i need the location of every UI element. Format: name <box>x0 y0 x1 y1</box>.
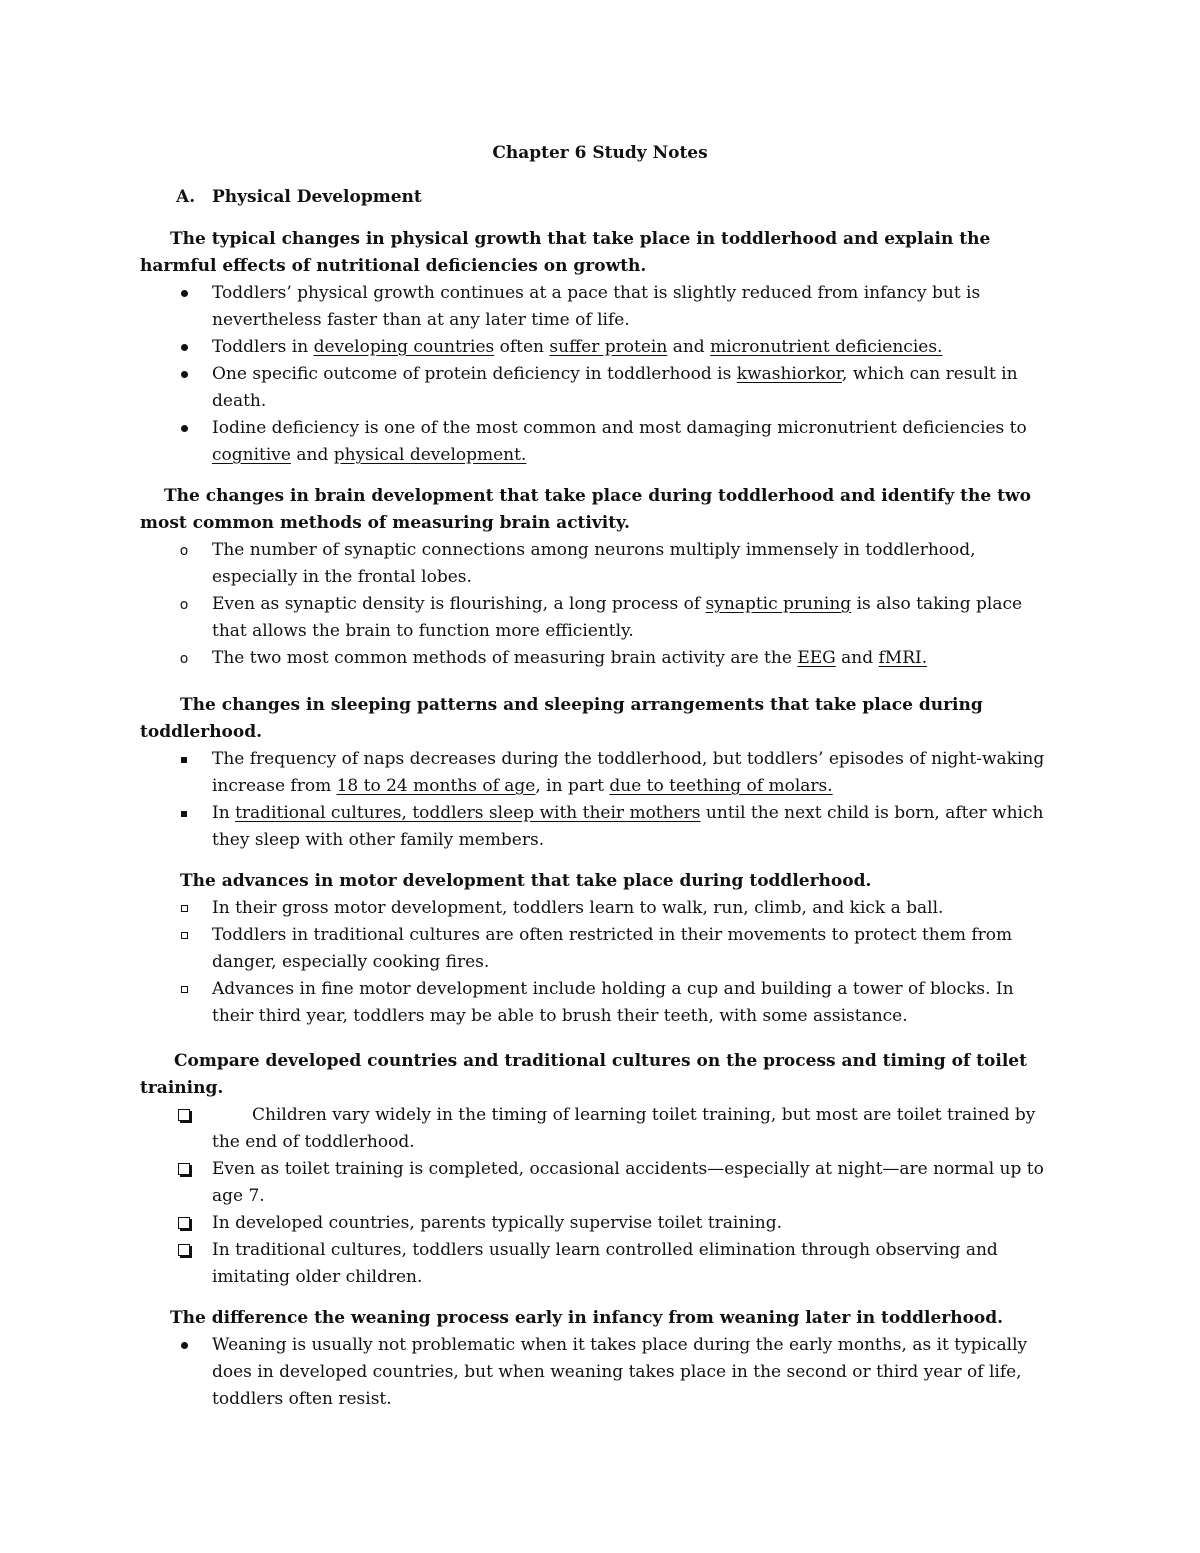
list-item-text <box>212 1240 998 1287</box>
underlined-term: due to teething of molars. <box>609 776 833 796</box>
text-run: and <box>667 337 711 357</box>
dot-bullet-icon <box>170 1332 198 1359</box>
dot-bullet-icon <box>170 361 198 388</box>
text-run: Toddlers in <box>212 337 314 357</box>
list-item-text <box>212 594 1022 641</box>
list-item-text <box>212 418 1027 465</box>
section-physical-growth <box>140 226 1060 469</box>
underlined-term: kwashiorkor <box>736 364 843 384</box>
list-item-text <box>212 540 976 587</box>
list-item <box>140 1156 1060 1210</box>
box-bullet-icon <box>170 1102 198 1129</box>
text-run: The frequency of naps decreases during the toddlerhood, but toddlers’ episodes of night-waking increase from <box>212 749 1045 796</box>
text-run: In <box>212 803 236 823</box>
subhead-text: Physical Development <box>212 187 422 207</box>
bullet-list <box>140 280 1060 469</box>
hollow-bullet-icon <box>170 922 198 949</box>
section-heading: The changes in brain development that take place during toddlerhood and identify the two most common methods of measuring brain activity. <box>140 486 1031 533</box>
list-item <box>140 280 1060 334</box>
text-run: until the next child is born, after which they sleep with other family members. <box>212 803 1044 850</box>
list-item <box>140 361 1060 415</box>
list-item <box>140 1332 1060 1413</box>
text-run: Iodine deficiency is one of the most common and most damaging micronutrient deficiencies to <box>212 418 1027 438</box>
list-item <box>140 537 1060 591</box>
list-item <box>140 1210 1060 1237</box>
square-bullet-icon <box>170 746 198 773</box>
list-item-text <box>212 1105 1035 1152</box>
text-run: and <box>290 445 334 465</box>
list-item-text <box>212 898 943 918</box>
underlined-term: cognitive <box>212 445 291 465</box>
text-run: Weaning is usually not problematic when it takes place during the early months, as it typically does in developed countries, but when weaning takes place in the second or third year of life, toddlers often resist. <box>212 1335 1028 1409</box>
text-run: One specific outcome of protein deficiency in toddlerhood is <box>212 364 737 384</box>
text-run: , in part <box>535 776 610 796</box>
text-run: Toddlers in traditional cultures are often restricted in their movements to protect them from danger, especially cooking fires. <box>212 925 1013 972</box>
list-item <box>140 976 1060 1030</box>
underlined-term: 18 to 24 months of age <box>336 776 536 796</box>
underlined-term: traditional cultures, toddlers sleep with their mothers <box>235 803 701 823</box>
list-item <box>140 895 1060 922</box>
hollow-bullet-icon <box>170 976 198 1003</box>
box-bullet-icon <box>170 1156 198 1183</box>
list-item <box>140 591 1060 645</box>
text-run: Toddlers’ physical growth continues at a pace that is slightly reduced from infancy but is nevertheless faster than at any later time of life. <box>212 283 981 330</box>
text-run: In developed countries, parents typically supervise toilet training. <box>212 1213 782 1233</box>
bullet-list <box>140 1332 1060 1413</box>
bullet-list <box>140 1102 1060 1291</box>
bullet-list <box>140 895 1060 1030</box>
dot-bullet-icon <box>170 334 198 361</box>
section-brain-development <box>140 483 1060 672</box>
bullet-list <box>140 537 1060 672</box>
section-toilet-training <box>140 1048 1060 1291</box>
box-bullet-icon <box>170 1237 198 1264</box>
page-title: Chapter 6 Study Notes <box>492 143 708 163</box>
subhead-letter: A. <box>176 187 196 207</box>
section-sleeping <box>140 692 1060 854</box>
dot-bullet-icon <box>170 415 198 442</box>
list-item-text <box>212 364 1018 411</box>
section-subhead <box>176 184 422 211</box>
text-run: In traditional cultures, toddlers usually learn controlled elimination through observing and imitating older children. <box>212 1240 998 1287</box>
underlined-term: suffer protein <box>549 337 668 357</box>
list-item <box>140 334 1060 361</box>
section-heading: The difference the weaning process early in infancy from weaning later in toddlerhood. <box>170 1308 1004 1328</box>
box-bullet-icon <box>170 1210 198 1237</box>
text-run: Even as toilet training is completed, occasional accidents—especially at night—are normal up to age 7. <box>212 1159 1044 1206</box>
section-motor-development <box>140 868 1060 1030</box>
list-item <box>140 800 1060 854</box>
hollow-bullet-icon <box>170 895 198 922</box>
list-item-text <box>212 283 980 330</box>
text-run: , which can result in death. <box>212 364 1018 411</box>
dot-bullet-icon <box>170 280 198 307</box>
underlined-term: fMRI. <box>878 648 928 668</box>
circle-bullet-icon <box>170 537 198 565</box>
text-run: In their gross motor development, toddlers learn to walk, run, climb, and kick a ball. <box>212 898 944 918</box>
list-item <box>140 1237 1060 1291</box>
text-run: and <box>835 648 879 668</box>
text-run: Children vary widely in the timing of learning toilet training, but most are toilet trained by the end of toddlerhood. <box>212 1105 1036 1152</box>
text-run: is also taking place that allows the brain to function more efficiently. <box>212 594 1023 641</box>
list-item <box>140 645 1060 672</box>
list-item-text <box>212 803 1043 850</box>
list-item-text <box>212 1213 782 1233</box>
list-item-text <box>212 1335 1027 1409</box>
list-item-text <box>212 979 1014 1026</box>
section-heading: The advances in motor development that take place during toddlerhood. <box>180 871 872 891</box>
underlined-term: developing countries <box>313 337 495 357</box>
list-item <box>140 415 1060 469</box>
list-item <box>140 922 1060 976</box>
text-run: often <box>494 337 550 357</box>
list-item <box>140 1102 1060 1156</box>
underlined-term: EEG <box>797 648 836 668</box>
text-run: Even as synaptic density is flourishing, a long process of <box>212 594 706 614</box>
text-run: The number of synaptic connections among neurons multiply immensely in toddlerhood, especially in the frontal lobes. <box>212 540 976 587</box>
text-run: Advances in fine motor development include holding a cup and building a tower of blocks. In their third year, toddlers may be able to brush their teeth, with some assistance. <box>212 979 1014 1026</box>
bullet-list <box>140 746 1060 854</box>
underlined-term: physical development. <box>333 445 527 465</box>
section-heading: The typical changes in physical growth that take place in toddlerhood and explain the harmful effects of nutritional deficiencies on growth. <box>140 229 991 276</box>
section-heading: Compare developed countries and traditional cultures on the process and timing of toilet training. <box>140 1051 1027 1098</box>
circle-bullet-icon <box>170 645 198 673</box>
circle-bullet-icon <box>170 591 198 619</box>
section-weaning <box>140 1305 1060 1413</box>
list-item-text <box>212 749 1044 796</box>
list-item-text <box>212 1159 1044 1206</box>
underlined-term: micronutrient deficiencies. <box>710 337 943 357</box>
underlined-term: synaptic pruning <box>705 594 852 614</box>
list-item-text <box>212 337 942 357</box>
list-item <box>140 746 1060 800</box>
list-item-text <box>212 648 927 668</box>
square-bullet-icon <box>170 800 198 827</box>
list-item-text <box>212 925 1012 972</box>
section-heading: The changes in sleeping patterns and sleeping arrangements that take place during toddlerhood. <box>140 695 983 742</box>
text-run: The two most common methods of measuring brain activity are the <box>212 648 798 668</box>
